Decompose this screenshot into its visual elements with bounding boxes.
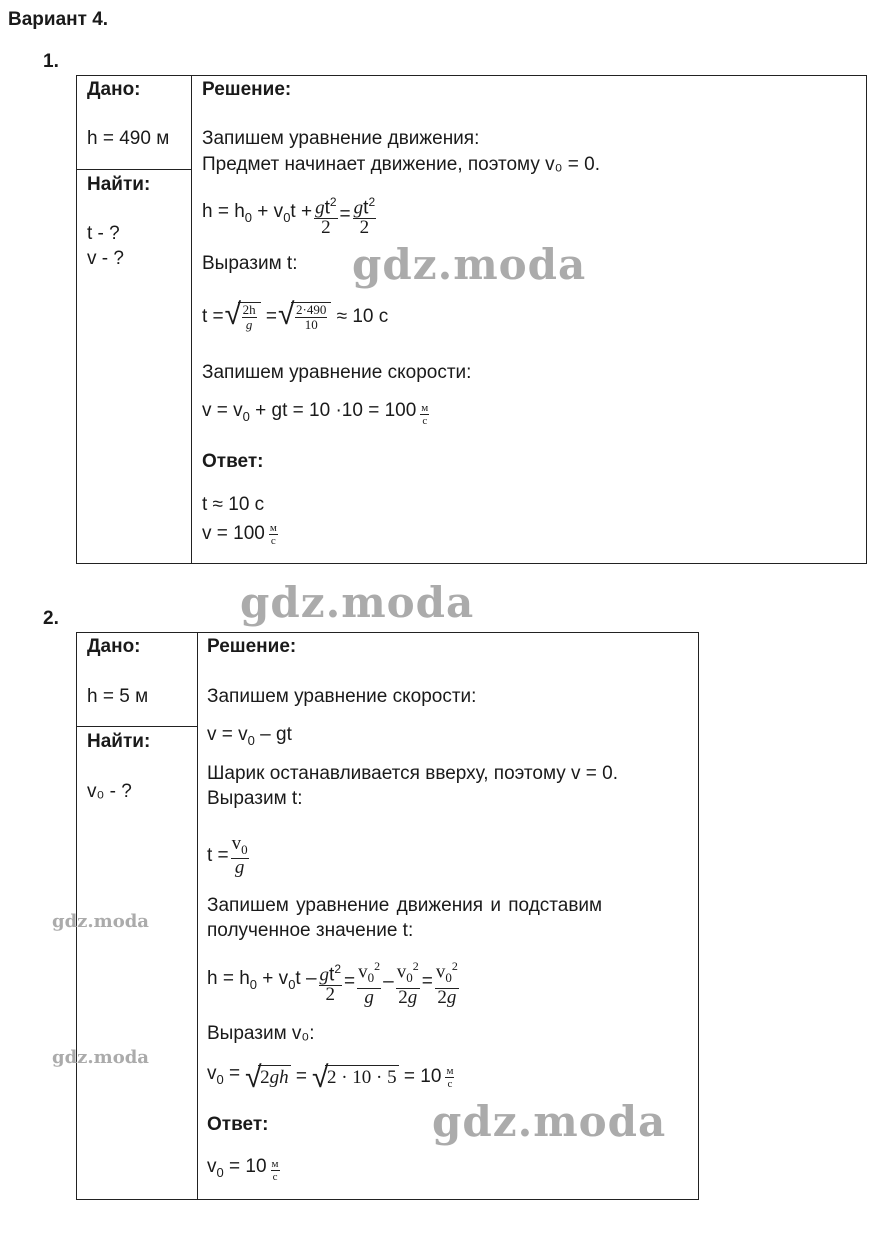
p2-motion-equation: $h = h_0 + v_0t$ – $\frac{gt^2}{2}$ = $\frac{v_0^2}{g}$ – $\frac{v_0^2}{2g}$ = $\frac{v_0^2}{2g}$	[207, 959, 458, 1008]
p2-t-formula: t = $\frac{v_0}{g}$	[207, 832, 248, 879]
p2-line2: Шарик останавливается вверху, поэтому v = 0.	[207, 763, 619, 784]
p1-find-v: v - ?	[87, 248, 124, 269]
p2-given-label: Дано:	[87, 636, 141, 657]
p1-find-t: t - ?	[87, 223, 120, 244]
p2-line3b: полученное значение t:	[207, 920, 414, 941]
problem-1-number: 1.	[43, 51, 59, 72]
p1-given-label: Дано:	[87, 79, 141, 100]
p1-given-value: h = 490 м	[87, 128, 170, 149]
p1-speed-eq: $v = v_0$ + gt = 10 ·10 = 100 $\frac{м}{с}$	[202, 400, 429, 427]
p2-answer-label: Ответ:	[207, 1114, 269, 1135]
p1-express-t: Выразим t:	[202, 253, 298, 274]
p2-express-v0: Выразим v₀:	[207, 1023, 315, 1044]
p1-answer-v: v = 100 $\frac{м}{с}$	[202, 521, 277, 547]
p1-t-formula: t = √ $\frac{2h}{g}$ = √ $\frac{2\cdot 490}{10}$ ≈ 10 с	[202, 293, 388, 341]
p1-line2: Предмет начинает движение, поэтому v₀ = 0.	[202, 154, 600, 175]
p2-solution-label: Решение:	[207, 636, 297, 657]
p1-find-label: Найти:	[87, 174, 151, 195]
p2-given-value: h = 5 м	[87, 686, 149, 707]
problem-2-number: 2.	[43, 608, 59, 629]
p2-find-label: Найти:	[87, 731, 151, 752]
p2-line1: Запишем уравнение скорости:	[207, 686, 477, 707]
p1-answer-label: Ответ:	[202, 451, 264, 472]
watermark-4: gdz.moda	[52, 1047, 149, 1068]
p2-find-v0: v₀ - ?	[87, 781, 132, 802]
p1-answer-t: t ≈ 10 с	[202, 494, 265, 515]
p1-line1: Запишем уравнение движения:	[202, 128, 480, 149]
page-title: Вариант 4.	[8, 9, 109, 30]
p2-answer-v0: $v_0 = 10$ $\frac{м}{с}$	[207, 1156, 279, 1183]
p1-speed-eq-label: Запишем уравнение скорости:	[202, 362, 472, 383]
p1-motion-equation: $h = h_0 + v_0t$ + $\frac{gt^2}{2}$ = $\frac{gt^2}{2}$	[202, 195, 376, 238]
p2-v0-formula: $v_0$ = √ 2gh = √ 2 · 10 · 5 = 10 $\frac{м}{с}$	[207, 1060, 456, 1094]
watermark-3: gdz.moda	[52, 911, 149, 932]
watermark-5: gdz.moda	[432, 1097, 667, 1146]
watermark-1: gdz.moda	[352, 240, 587, 289]
p2-express-t: Выразим t:	[207, 788, 303, 809]
p1-solution-label: Решение:	[202, 79, 292, 100]
p2-line3a: Запишем уравнение движения и подставим	[207, 895, 603, 916]
p2-speed-eq: $v = v_0$ – gt	[207, 724, 292, 748]
watermark-2: gdz.moda	[240, 578, 475, 627]
